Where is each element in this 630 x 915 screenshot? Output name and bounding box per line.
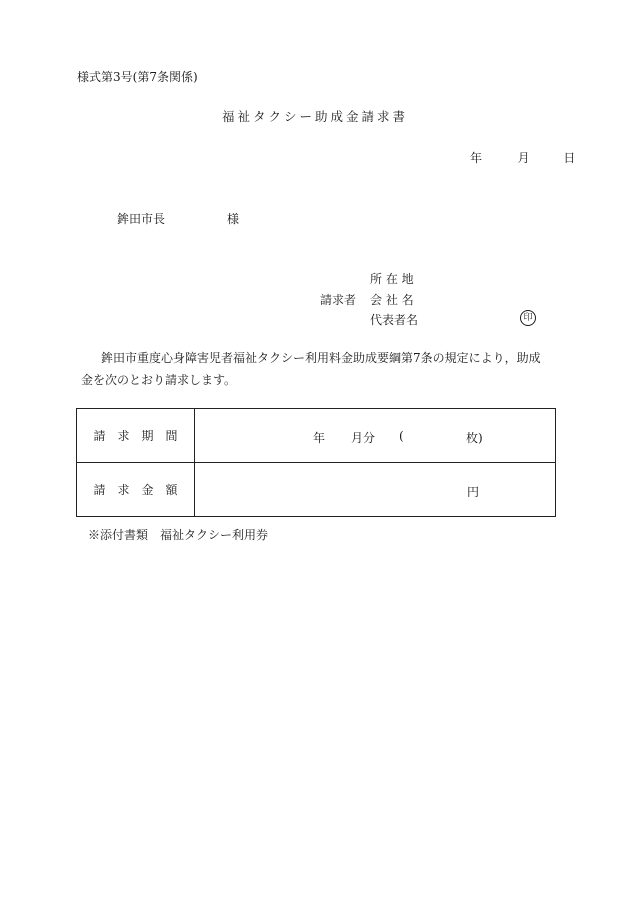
date-day-label: 日 — [563, 151, 576, 165]
body-text — [77, 347, 557, 391]
address-label: 所 在 地 — [370, 272, 414, 286]
amount-value-cell[interactable] — [195, 463, 556, 517]
attachment-note: ※添付書類 福祉タクシー利用券 — [88, 528, 269, 542]
addressee-honorific: 様 — [227, 212, 240, 226]
amount-label: 請 求 金 額 — [77, 463, 195, 517]
requester-label: 請求者 — [320, 292, 357, 307]
date-line — [470, 149, 575, 166]
page-title: 福祉タクシー助成金請求書 — [221, 109, 408, 124]
addressee — [117, 210, 239, 227]
period-month: 月分 — [351, 431, 376, 445]
addressee-name: 鉾田市長 — [117, 212, 166, 226]
request-table — [76, 408, 556, 517]
period-value-cell[interactable] — [195, 409, 556, 463]
period-sheets: 枚) — [466, 431, 483, 445]
table-row — [77, 463, 556, 517]
amount-unit: 円 — [467, 485, 480, 499]
date-month-label: 月 — [517, 151, 530, 165]
requester-block — [320, 269, 418, 331]
representative-label: 代表者名 — [370, 313, 419, 327]
period-year: 年 — [313, 431, 326, 445]
body-line-2: 金を次のとおり請求します。 — [81, 373, 237, 387]
form-number: 様式第3号(第7条関係) — [77, 70, 198, 84]
period-label: 請 求 期 間 — [77, 409, 195, 463]
period-open-paren: ( — [399, 429, 404, 443]
company-label: 会 社 名 — [370, 292, 414, 307]
table-row — [77, 409, 556, 463]
seal-mark: 印 — [520, 310, 536, 326]
date-year-label: 年 — [470, 151, 483, 165]
body-line-1: 鉾田市重度心身障害児者福祉タクシー利用料金助成要綱第7条の規定により，助成 — [101, 351, 541, 365]
